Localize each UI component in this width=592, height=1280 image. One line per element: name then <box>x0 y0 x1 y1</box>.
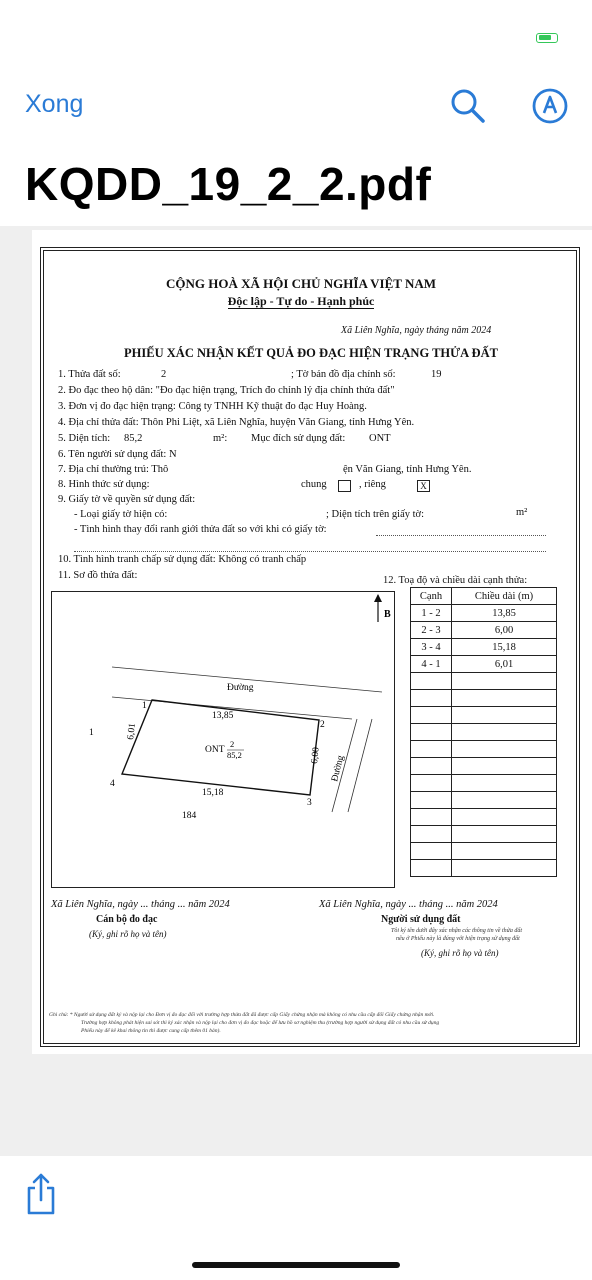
item-1b-value: 19 <box>431 369 442 380</box>
parcel-sketch <box>51 591 395 888</box>
item-10: 10. Tình hình tranh chấp sử dụng đất: Không có tranh chấp <box>58 554 307 565</box>
land-user-confirm-1: Tôi ký tên dưới đây xác nhận các thông tin về thửa đất <box>391 928 523 934</box>
north-label: B <box>384 609 391 620</box>
item-8-label: 8. Hình thức sử dụng: <box>58 479 150 490</box>
item-5-value: 85,2 <box>124 433 143 444</box>
share-button[interactable] <box>24 1172 58 1216</box>
markup-button[interactable] <box>530 86 570 126</box>
item-9b: - Tình hình thay đổi ranh giới thửa đất so với khi có giấy tờ: <box>74 524 327 535</box>
battery-icon <box>536 33 558 43</box>
edge-length-table <box>410 587 557 877</box>
file-title: KQDD_19_2_2.pdf <box>25 158 432 210</box>
table-row: 4 - 1 6,01 <box>411 656 557 673</box>
road-top-label: Đường <box>227 683 254 693</box>
point-1-label: 1 <box>142 701 147 711</box>
length-3-4: 15,18 <box>202 788 224 798</box>
table-row: 1 - 2 13,85 <box>411 605 557 622</box>
search-button[interactable] <box>448 86 488 126</box>
length-4-1: 6,01 <box>126 722 139 741</box>
table-row <box>411 826 557 843</box>
table-header-row <box>411 588 557 605</box>
signature-right-date: Xã Liên Nghĩa, ngày ... tháng ... năm 2024 <box>319 899 498 910</box>
national-motto: Độc lập - Tự do - Hạnh phúc <box>227 294 375 308</box>
point-2-label: 2 <box>320 720 325 730</box>
document-frame <box>40 247 580 1047</box>
surveyor-sign-note: (Ký, ghi rõ họ và tên) <box>89 929 167 939</box>
table-row <box>411 809 557 826</box>
table-row <box>411 673 557 690</box>
item-6: 6. Tên người sử dụng đất: N <box>58 449 177 460</box>
neighbor-parcel: 184 <box>182 811 197 821</box>
length-1-2: 13,85 <box>212 711 234 721</box>
item-5-label: 5. Diện tích: <box>58 433 111 444</box>
table-row <box>411 690 557 707</box>
parcel-area: 85,2 <box>227 750 242 760</box>
item-1-value: 2 <box>161 369 167 380</box>
checkbox-chung <box>338 480 351 492</box>
item-5-unit: m²: <box>213 433 228 444</box>
length-2-3: 6,00 <box>310 746 322 765</box>
signature-left-date: Xã Liên Nghĩa, ngày ... tháng ... năm 2024 <box>51 899 230 910</box>
home-indicator[interactable] <box>192 1262 400 1268</box>
parcel-code: ONT <box>205 745 225 755</box>
item-9a: - Loại giấy tờ hiện có: <box>74 509 168 520</box>
item-11: 11. Sơ đồ thửa đất: <box>58 570 138 581</box>
adjacent-parcel-1: 1 <box>89 728 94 738</box>
nav-bar <box>0 70 592 150</box>
surveyor-role: Cán bộ đo đạc <box>96 914 158 925</box>
table-row <box>411 758 557 775</box>
footnote-2: Trường hợp không phát hiện sai sót thì ký xác nhận và nộp lại cho đơn vị đo đạc hoặc để lưu hồ sơ nghiệm thu (trường hợp người sử dụng đất có nhu cầu sử dụng <box>81 1020 440 1026</box>
item-7: 7. Địa chỉ thường trú: Thô <box>58 464 169 475</box>
share-icon <box>24 1172 58 1216</box>
item-9a-unit: m² <box>516 507 528 518</box>
item-7b: ện Văn Giang, tỉnh Hưng Yên. <box>343 464 472 475</box>
item-1-label: 1. Thửa đất số: <box>58 369 121 380</box>
item-5b-value: ONT <box>369 433 391 444</box>
table-row <box>411 775 557 792</box>
col-canh: Cạnh <box>411 588 452 605</box>
item-1b-label: ; Tờ bản đồ địa chính số: <box>291 369 396 380</box>
land-user-sign-note: (Ký, ghi rõ họ và tên) <box>421 948 499 958</box>
national-header: CỘNG HOÀ XÃ HỘI CHỦ NGHĨA VIỆT NAM <box>165 276 437 291</box>
item-2: 2. Đo đạc theo hộ dân: "Đo đạc hiện trạng, Trích đo chỉnh lý địa chính thửa đất" <box>58 385 395 396</box>
table-row <box>411 724 557 741</box>
point-4-label: 4 <box>110 779 115 789</box>
table-row <box>411 741 557 758</box>
parcel-number: 2 <box>230 739 235 749</box>
search-icon <box>448 86 488 126</box>
table-row: 3 - 4 15,18 <box>411 639 557 656</box>
pdf-page[interactable] <box>32 230 592 1054</box>
parcel-map-drawing <box>52 592 394 887</box>
table-row <box>411 707 557 724</box>
point-3-label: 3 <box>307 798 312 808</box>
item-8-rieng: , riêng <box>359 479 386 490</box>
item-9: 9. Giấy tờ về quyền sử dụng đất: <box>58 494 196 505</box>
item-8-chung: chung <box>301 479 327 490</box>
checkbox-rieng: X <box>417 480 430 492</box>
item-5b-label: Mục đích sử dụng đất: <box>251 433 346 444</box>
item-12: 12. Toạ độ và chiều dài cạnh thửa: <box>383 575 528 586</box>
document-title: PHIẾU XÁC NHẬN KẾT QUẢ ĐO ĐẠC HIỆN TRẠNG THỬA ĐẤT <box>124 346 498 360</box>
footnote-1: Ghi chú: * Người sử dụng đất ký và nộp lại cho Đơn vị đo đạc đối với trường hợp thửa đất đã được cấp Giấy chứng nhận mà không có nhu cầu cấp đổi Giấy chứng nhận mới. <box>49 1012 435 1018</box>
road-right-label: Đường <box>330 754 347 783</box>
table-row <box>411 860 557 877</box>
item-9a2: ; Diện tích trên giấy tờ: <box>326 509 424 520</box>
road-right-edge2 <box>348 719 372 812</box>
north-arrow-icon <box>374 594 382 602</box>
item-4: 4. Địa chỉ thửa đất: Thôn Phi Liệt, xã Liên Nghĩa, huyện Văn Giang, tỉnh Hưng Yên. <box>58 417 415 428</box>
col-chieu-dai: Chiều dài (m) <box>452 588 557 605</box>
markup-pen-icon <box>530 86 570 126</box>
table-row: 2 - 3 6,00 <box>411 622 557 639</box>
status-bar <box>0 0 592 70</box>
land-user-confirm-2: nêu ở Phiếu này là đúng với hiện trạng sử dụng đất <box>396 936 520 942</box>
item-3: 3. Đơn vị đo đạc hiện trạng: Công ty TNHH Kỹ thuật đo đạc Huy Hoàng. <box>58 401 367 412</box>
done-button[interactable]: Xong <box>25 90 84 118</box>
table-row <box>411 792 557 809</box>
table-row <box>411 843 557 860</box>
footnote-3: Phiếu này để kê khai thông tin thì được cung cấp thêm 01 bản). <box>81 1028 221 1034</box>
dateline: Xã Liên Nghĩa, ngày tháng năm 2024 <box>341 325 492 336</box>
land-user-role: Người sử dụng đất <box>381 914 461 925</box>
